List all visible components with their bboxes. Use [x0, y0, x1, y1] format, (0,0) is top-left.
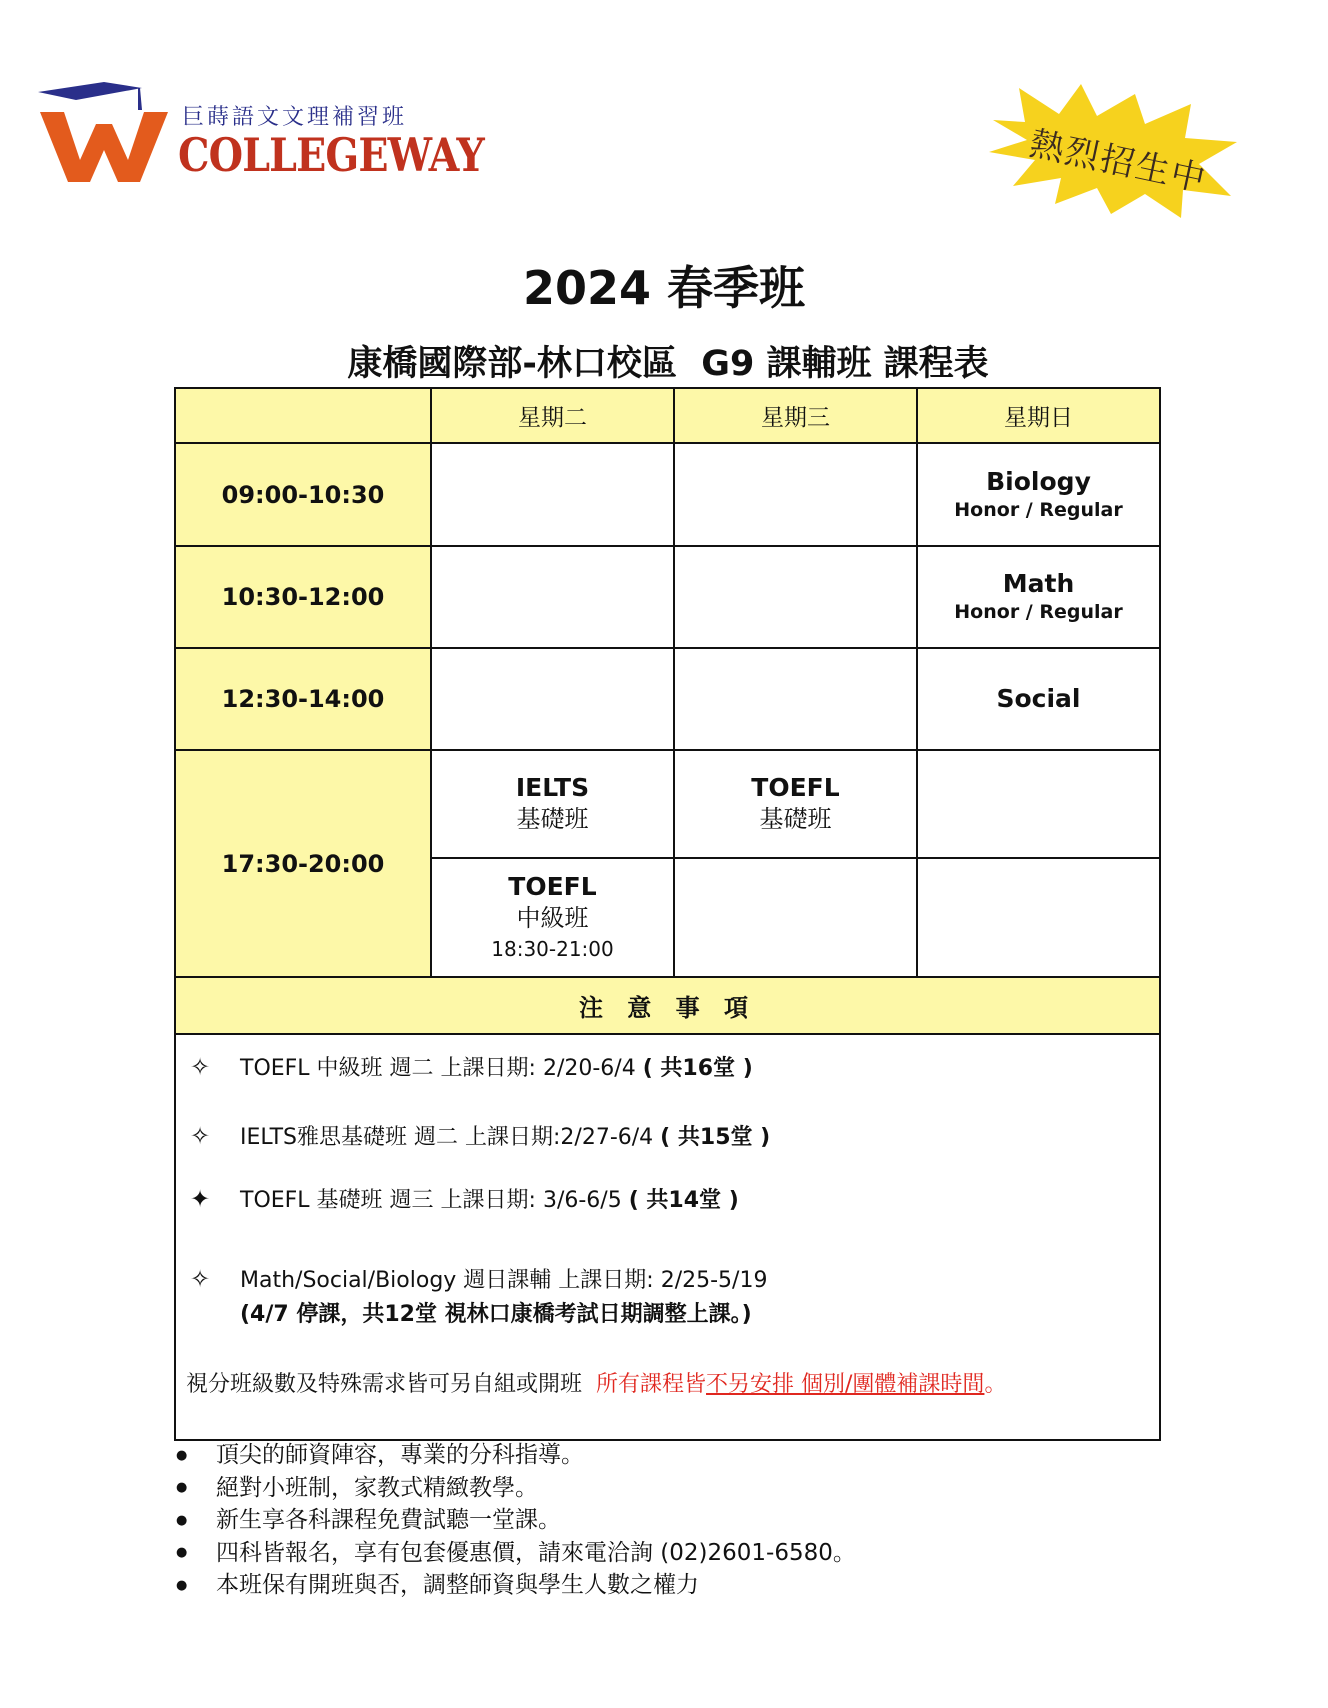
empty-cell — [917, 750, 1160, 858]
list-item: ● 四科皆報名，享有包套優惠價，請來電洽詢 (02)2601-6580。 — [176, 1537, 856, 1570]
note-text: IELTS雅思基礎班 週二 上課日期:2/27-6/4 — [240, 1125, 661, 1150]
logo-english-text: COLLEGEWAY — [178, 128, 484, 182]
table-header-row — [175, 388, 1160, 443]
feature-list — [176, 1439, 856, 1602]
header-corner — [175, 388, 431, 443]
note-count: ( 共15堂 ) — [660, 1125, 771, 1150]
four-point-star-icon: ✧ — [190, 1053, 211, 1081]
empty-cell — [674, 443, 917, 546]
list-item: ● 本班保有開班與否，調整師資與學生人數之權力 — [176, 1569, 856, 1602]
header-tuesday: 星期二 — [431, 388, 674, 443]
empty-cell — [431, 443, 674, 546]
table-row — [175, 648, 1160, 750]
note-item — [190, 1263, 767, 1294]
time-slot: 10:30-12:00 — [175, 546, 431, 648]
time-slot: 17:30-20:00 — [175, 750, 431, 977]
subject-name: TOEFL — [751, 773, 840, 802]
subject-level: 中級班 — [516, 903, 589, 932]
subject-level: Honor / Regular — [954, 601, 1123, 623]
time-slot: 09:00-10:30 — [175, 443, 431, 546]
subject-level: Honor / Regular — [954, 498, 1123, 521]
note-item — [190, 1183, 739, 1214]
graduation-cap-w-icon — [34, 78, 184, 188]
empty-cell — [674, 858, 917, 977]
empty-cell — [431, 546, 674, 648]
footer-text: 視分班級數及特殊需求皆可另自組或開班 — [186, 1372, 583, 1397]
logo-chinese-text: 巨蒔語文文理補習班 — [182, 105, 408, 130]
footer-warning-end: 。 — [984, 1372, 1007, 1397]
empty-cell — [674, 546, 917, 648]
list-item: ● 絕對小班制，家教式精緻教學。 — [176, 1472, 856, 1505]
subject-level: 基礎班 — [516, 805, 589, 833]
enrollment-badge — [985, 80, 1245, 220]
list-item: ● 新生享各科課程免費試聽一堂課。 — [176, 1504, 856, 1537]
empty-cell — [674, 648, 917, 750]
empty-cell — [431, 648, 674, 750]
page-subtitle: 康橋國際部-林口校區 G9 課輔班 課程表 — [347, 344, 989, 384]
subject-name: Math — [1002, 569, 1075, 598]
subject-name: IELTS — [515, 773, 590, 802]
class-cell-ielts — [431, 750, 674, 858]
page-title: 2024 春季班 — [522, 261, 806, 315]
four-point-star-icon: ✧ — [190, 1265, 211, 1293]
subject-name: TOEFL — [508, 871, 597, 901]
table-row — [175, 750, 1160, 858]
footer-warning: 所有課程皆 — [596, 1372, 707, 1397]
class-cell-toefl-mid — [431, 858, 674, 977]
subject-level: 基礎班 — [759, 805, 832, 833]
notes-panel — [175, 1034, 1160, 1440]
note-count: ( 共16堂 ) — [642, 1056, 753, 1081]
class-cell-math — [917, 546, 1160, 648]
empty-cell — [917, 858, 1160, 977]
subject-time: 18:30-21:00 — [491, 936, 614, 961]
note-count: ( 共14堂 ) — [628, 1188, 739, 1213]
schedule-table — [174, 387, 1159, 1441]
notes-row — [175, 1034, 1160, 1440]
note-item — [190, 1120, 770, 1151]
header-sunday: 星期日 — [917, 388, 1160, 443]
four-point-star-icon: ✧ — [190, 1122, 211, 1150]
table-row — [175, 443, 1160, 546]
footer-warning-underlined: 不另安排 個別/團體補課時間 — [706, 1372, 985, 1397]
header-wednesday: 星期三 — [674, 388, 917, 443]
notes-header-row — [175, 977, 1160, 1034]
note-text: TOEFL 基礎班 週三 上課日期: 3/6-6/5 — [240, 1188, 629, 1213]
subject-name: Biology — [986, 466, 1091, 496]
class-cell-social — [917, 648, 1160, 750]
class-cell-biology — [917, 443, 1160, 546]
notes-footer — [186, 1367, 1006, 1398]
note-text: TOEFL 中級班 週二 上課日期: 2/20-6/4 — [240, 1056, 643, 1081]
collegeway-logo — [34, 78, 484, 188]
note-item-detail: (4/7 停課，共12堂 視林口康橋考試日期調整上課。) — [240, 1302, 752, 1327]
time-slot: 12:30-14:00 — [175, 648, 431, 750]
four-point-star-icon: ✦ — [190, 1185, 211, 1213]
class-cell-toefl-basic — [674, 750, 917, 858]
table-row — [175, 546, 1160, 648]
subject-name: Social — [996, 684, 1081, 713]
note-item — [190, 1051, 753, 1082]
note-text: Math/Social/Biology 週日課輔 上課日期: 2/25-5/19 — [240, 1268, 768, 1293]
list-item: ● 頂尖的師資陣容，專業的分科指導。 — [176, 1439, 856, 1472]
badge-text: 熱烈招生中 — [1026, 123, 1211, 201]
notes-heading: 注 意 事 項 — [175, 977, 1160, 1034]
